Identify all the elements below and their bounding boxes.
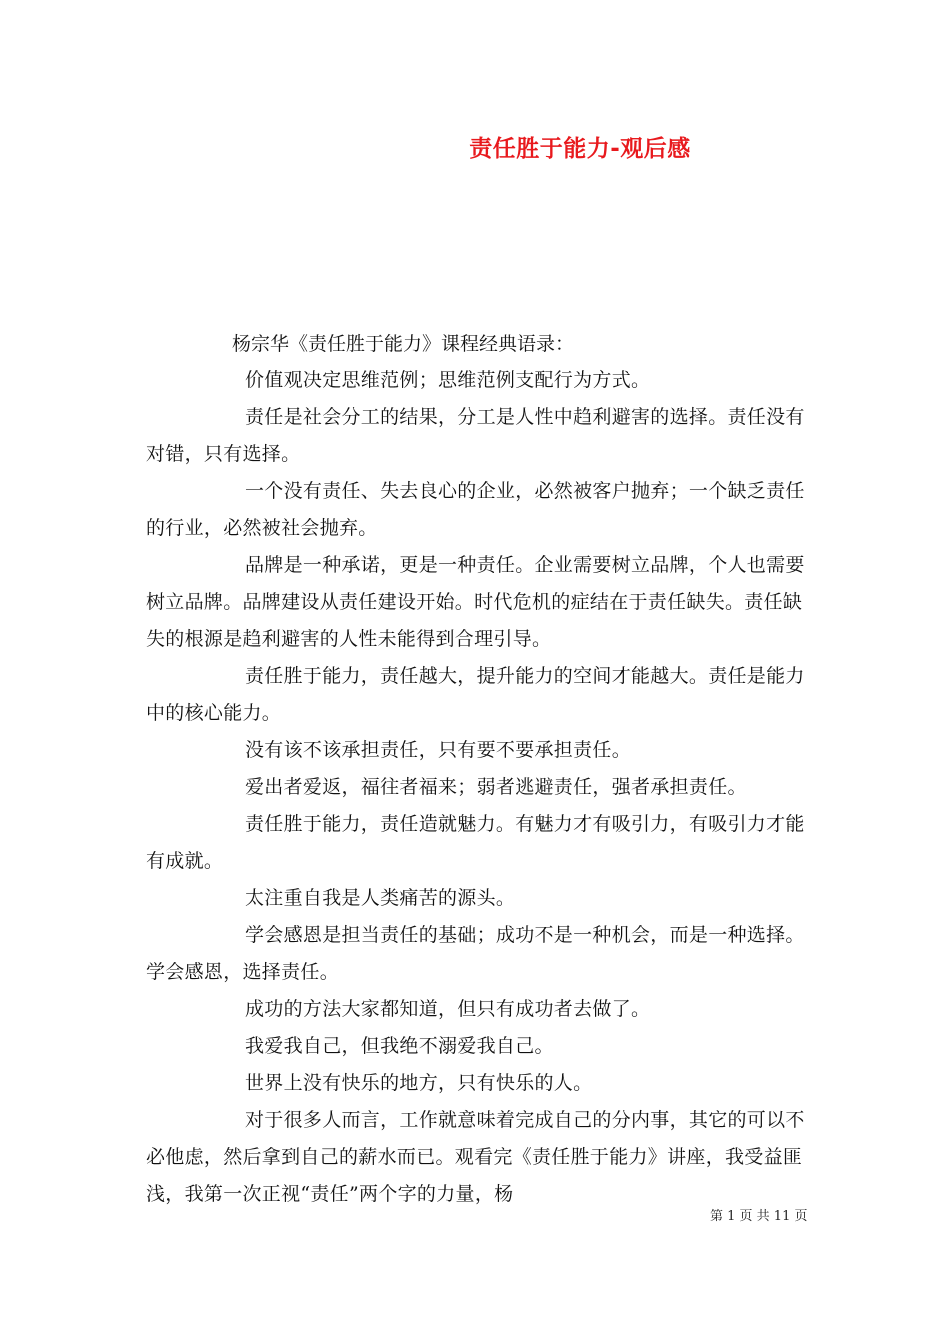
document-body xyxy=(146,362,808,1213)
page-number: 第 1 页 共 11 页 xyxy=(710,1209,808,1224)
paragraph: 学会感恩是担当责任的基础；成功不是一种机会，而是一种选择。学会感恩，选择责任。 xyxy=(146,924,805,983)
paragraph: 责任胜于能力，责任越大，提升能力的空间才能越大。责任是能力中的核心能力。 xyxy=(146,665,805,724)
paragraph: 价值观决定思维范例；思维范例支配行为方式。 xyxy=(245,369,651,391)
paragraph: 对于很多人而言，工作就意味着完成自己的分内事，其它的可以不必他虑，然后拿到自己的薪水而已。观看完《责任胜于能力》讲座，我受益匪浅，我第一次正视“责任”两个字的力量，杨 xyxy=(146,1109,805,1205)
paragraph: 太注重自我是人类痛苦的源头。 xyxy=(245,887,516,909)
document-title: 责任胜于能力-观后感 xyxy=(469,136,691,162)
intro-line: 杨宗华《责任胜于能力》课程经典语录： xyxy=(232,333,575,355)
paragraph: 责任是社会分工的结果，分工是人性中趋利避害的选择。责任没有对错，只有选择。 xyxy=(146,406,805,465)
paragraph: 爱出者爱返，福往者福来；弱者逃避责任，强者承担责任。 xyxy=(245,776,747,798)
paragraph: 责任胜于能力，责任造就魅力。有魅力才有吸引力，有吸引力才能有成就。 xyxy=(146,813,805,872)
paragraph: 品牌是一种承诺，更是一种责任。企业需要树立品牌，个人也需要树立品牌。品牌建设从责任建设开始。时代危机的症结在于责任缺失。责任缺失的根源是趋利避害的人性未能得到合理引导。 xyxy=(146,554,805,650)
paragraph: 世界上没有快乐的地方，只有快乐的人。 xyxy=(245,1072,593,1094)
paragraph: 一个没有责任、失去良心的企业，必然被客户抛弃；一个缺乏责任的行业，必然被社会抛弃。 xyxy=(146,480,805,539)
paragraph: 没有该不该承担责任，只有要不要承担责任。 xyxy=(245,739,632,761)
paragraph: 成功的方法大家都知道，但只有成功者去做了。 xyxy=(245,998,651,1020)
paragraph: 我爱我自己，但我绝不溺爱我自己。 xyxy=(245,1035,554,1057)
